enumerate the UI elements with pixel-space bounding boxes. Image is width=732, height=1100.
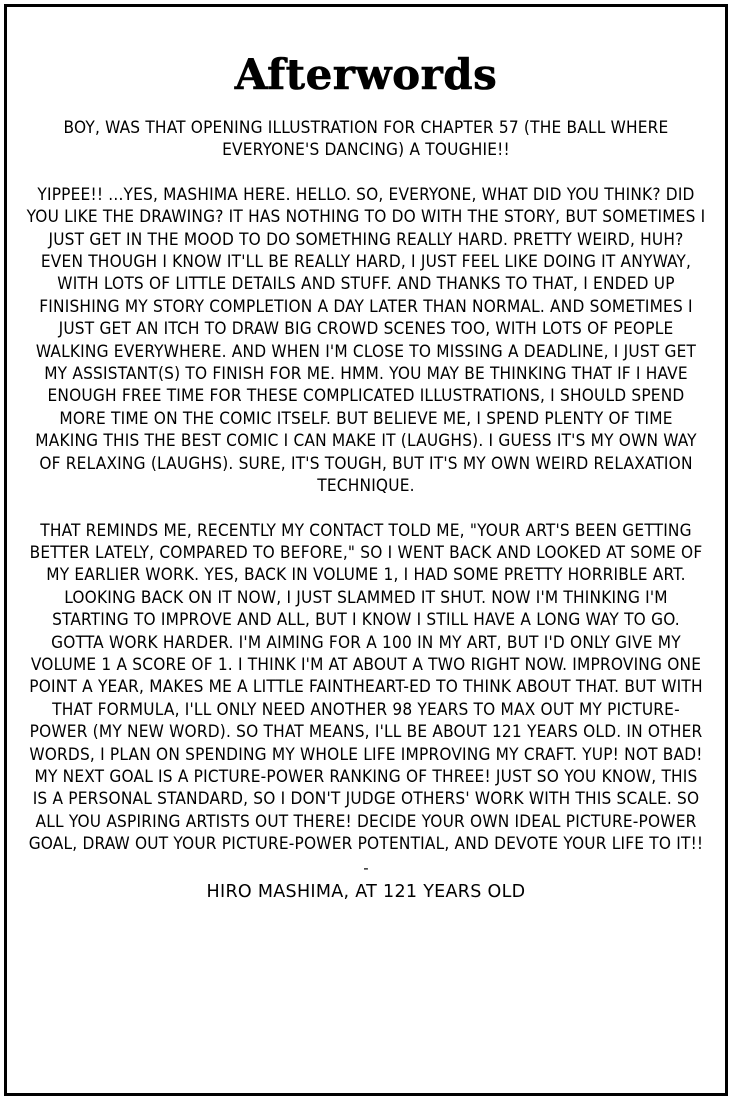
signature-line: HIRO MASHIMA, AT 121 YEARS OLD bbox=[206, 881, 526, 902]
divider-dash: - bbox=[363, 858, 369, 877]
lead-paragraph: BOY, WAS THAT OPENING ILLUSTRATION FOR CHAPTER 57 (THE BALL WHERE EVERYONE'S DANCING) A TOUGHIE!! bbox=[63, 118, 669, 161]
page-content bbox=[22, 20, 710, 1080]
page-title: Afterwords bbox=[234, 50, 498, 99]
body-paragraph-2: THAT REMINDS ME, RECENTLY MY CONTACT TOLD ME, "YOUR ART'S BEEN GETTING BETTER LATELY, COMPARED TO BEFORE," SO I WENT BACK AND LOOKED AT SOME OF MY EARLIER WORK. YES, BACK IN VOLUME 1, I HAD SOME PRETTY HORRIBLE ART. LOOKING BACK ON IT NOW, I JUST SLAMMED IT SHUT. NOW I'M THINKING I'M STARTING TO IMPROVE AND ALL, BUT I KNOW I STILL HAVE A LONG WAY TO GO. GOTTA WORK HARDER. I'M AIMING FOR A 100 IN MY ART, BUT I'D ONLY GIVE MY VOLUME 1 A SCORE OF 1. I THINK I'M AT ABOUT A TWO RIGHT NOW. IMPROVING ONE POINT A YEAR, MAKES ME A LITTLE FAINTHEART-ED TO THINK ABOUT THAT. BUT WITH THAT FORMULA, I'LL ONLY NEED ANOTHER 98 YEARS TO MAX OUT MY PICTURE-POWER (MY NEW WORD). SO THAT MEANS, I'LL BE ABOUT 121 YEARS OLD. IN OTHER WORDS, I PLAN ON SPENDING MY WHOLE LIFE IMPROVING MY CRAFT. YUP! NOT BAD! MY NEXT GOAL IS A PICTURE-POWER RANKING OF THREE! JUST SO YOU KNOW, THIS IS A PERSONAL STANDARD, SO I DON'T JUDGE OTHERS' WORK WITH THIS SCALE. SO ALL YOU ASPIRING ARTISTS OUT THERE! DECIDE YOUR OWN IDEAL PICTURE-POWER GOAL, DRAW OUT YOUR PICTURE-POWER POTENTIAL, AND DEVOTE YOUR LIFE TO IT!! bbox=[28, 520, 704, 855]
body-paragraph-1: YIPPEE!! ...YES, MASHIMA HERE. HELLO. SO, EVERYONE, WHAT DID YOU THINK? DID YOU LIKE THE DRAWING? IT HAS NOTHING TO DO WITH THE STORY, BUT SOMETIMES I JUST GET IN THE MOOD TO DO SOMETHING REALLY HARD. PRETTY WEIRD, HUH? EVEN THOUGH I KNOW IT'LL BE REALLY HARD, I JUST FEEL LIKE DOING IT ANYWAY, WITH LOTS OF LITTLE DETAILS AND STUFF. AND THANKS TO THAT, I ENDED UP FINISHING MY STORY COMPLETION A DAY LATER THAN NORMAL. AND SOMETIMES I JUST GET AN ITCH TO DRAW BIG CROWD SCENES TOO, WITH LOTS OF PEOPLE WALKING EVERYWHERE. AND WHEN I'M CLOSE TO MISSING A DEADLINE, I JUST GET MY ASSISTANT(S) TO FINISH FOR ME. HMM. YOU MAY BE THINKING THAT IF I HAVE ENOUGH FREE TIME FOR THESE COMPLICATED ILLUSTRATIONS, I SHOULD SPEND MORE TIME ON THE COMIC ITSELF. BUT BELIEVE ME, I SPEND PLENTY OF TIME MAKING THIS THE BEST COMIC I CAN MAKE IT (LAUGHS). I GUESS IT'S MY OWN WAY OF RELAXING (LAUGHS). SURE, IT'S TOUGH, BUT IT'S MY OWN WEIRD RELAXATION TECHNIQUE. bbox=[26, 184, 706, 497]
